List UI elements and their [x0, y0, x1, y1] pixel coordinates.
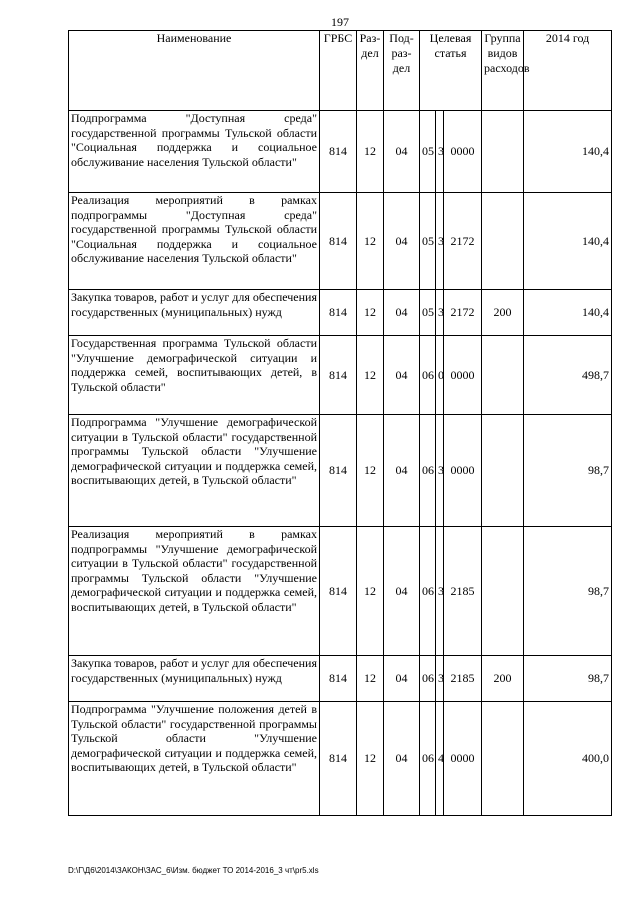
- row-target-subprogram: 4: [436, 702, 444, 816]
- row-target-direction: 2172: [444, 193, 482, 290]
- row-podrazdel: 04: [384, 702, 420, 816]
- row-name: Закупка товаров, работ и услуг для обеспечения государственных (муниципальных) нужд: [69, 656, 320, 702]
- row-target-program: 06: [420, 336, 436, 415]
- row-grbs: 814: [320, 336, 357, 415]
- row-amount-2014: 140,4: [524, 290, 612, 336]
- row-target-subprogram: 3: [436, 193, 444, 290]
- budget-table: [68, 30, 612, 816]
- row-name: Реализация мероприятий в рамках подпрограммы "Улучшение демографической ситуации в Тульской области" государственной программы Тульской области "Улучшение демографической ситуации и поддержка семей, воспитывающих детей, в Тульской области": [69, 527, 320, 656]
- row-grbs: 814: [320, 656, 357, 702]
- row-amount-2014: 140,4: [524, 193, 612, 290]
- row-razdel: 12: [357, 290, 384, 336]
- row-target-direction: 0000: [444, 702, 482, 816]
- row-podrazdel: 04: [384, 336, 420, 415]
- row-podrazdel: 04: [384, 415, 420, 527]
- row-podrazdel: 04: [384, 193, 420, 290]
- row-target-direction: 2185: [444, 527, 482, 656]
- row-expense-group: [482, 336, 524, 415]
- row-target-program: 06: [420, 656, 436, 702]
- row-name: Подпрограмма "Улучшение демографической ситуации в Тульской области" государственной программы Тульской области "Улучшение демографической ситуации и поддержка семей, воспитывающих детей, в Тульской области": [69, 415, 320, 527]
- row-razdel: 12: [357, 111, 384, 193]
- header-row: [69, 31, 612, 111]
- file-path-footer: D:\Г\Д6\2014\ЗАКОН\ЗАС_6\Изм. бюджет ТО 2014-2016_3 чт\pr5.xls: [68, 866, 319, 875]
- row-name: Подпрограмма "Улучшение положения детей в Тульской области" государственной программы Тульской области "Улучшение демографической ситуации и поддержка семей, воспитывающих детей, в Тульской области": [69, 702, 320, 816]
- row-amount-2014: 400,0: [524, 702, 612, 816]
- row-razdel: 12: [357, 527, 384, 656]
- row-target-program: 06: [420, 527, 436, 656]
- table-row: [69, 193, 612, 290]
- header-podrazdel: Под-раз-дел: [384, 31, 420, 111]
- row-name: Государственная программа Тульской области "Улучшение демографической ситуации и поддержка семей, воспитывающих детей, в Тульской области": [69, 336, 320, 415]
- row-name: Подпрограмма "Доступная среда" государственной программы Тульской области "Социальная поддержка и социальное обслуживание населения Тульской области": [69, 111, 320, 193]
- row-expense-group: 200: [482, 290, 524, 336]
- row-amount-2014: 498,7: [524, 336, 612, 415]
- row-target-program: 06: [420, 702, 436, 816]
- row-podrazdel: 04: [384, 290, 420, 336]
- table-row: [69, 527, 612, 656]
- row-target-direction: 0000: [444, 336, 482, 415]
- row-expense-group: [482, 702, 524, 816]
- row-razdel: 12: [357, 336, 384, 415]
- header-gruppa: Группа видов расходов: [482, 31, 524, 111]
- table-row: [69, 702, 612, 816]
- row-target-program: 05: [420, 193, 436, 290]
- row-grbs: 814: [320, 290, 357, 336]
- row-razdel: 12: [357, 193, 384, 290]
- page-number: 197: [331, 15, 349, 29]
- table-row: [69, 656, 612, 702]
- row-expense-group: [482, 111, 524, 193]
- row-target-subprogram: 3: [436, 111, 444, 193]
- row-podrazdel: 04: [384, 111, 420, 193]
- table-row: [69, 336, 612, 415]
- row-target-program: 06: [420, 415, 436, 527]
- header-razdel: Раз-дел: [357, 31, 384, 111]
- row-expense-group: [482, 193, 524, 290]
- row-name: Реализация мероприятий в рамках подпрограммы "Доступная среда" государственной программы Тульской области "Социальная поддержка и социальное обслуживание населения Тульской области": [69, 193, 320, 290]
- row-target-subprogram: 3: [436, 290, 444, 336]
- row-target-direction: 0000: [444, 111, 482, 193]
- row-razdel: 12: [357, 656, 384, 702]
- row-grbs: 814: [320, 415, 357, 527]
- row-target-program: 05: [420, 111, 436, 193]
- header-celevaya: Целевая статья: [420, 31, 482, 111]
- row-amount-2014: 140,4: [524, 111, 612, 193]
- row-target-direction: 2185: [444, 656, 482, 702]
- header-name: Наименование: [69, 31, 320, 111]
- row-grbs: 814: [320, 193, 357, 290]
- table-row: [69, 415, 612, 527]
- row-razdel: 12: [357, 702, 384, 816]
- row-target-subprogram: 0: [436, 336, 444, 415]
- row-grbs: 814: [320, 111, 357, 193]
- row-target-subprogram: 3: [436, 527, 444, 656]
- row-expense-group: 200: [482, 656, 524, 702]
- row-name: Закупка товаров, работ и услуг для обеспечения государственных (муниципальных) нужд: [69, 290, 320, 336]
- row-razdel: 12: [357, 415, 384, 527]
- row-target-subprogram: 3: [436, 415, 444, 527]
- row-expense-group: [482, 527, 524, 656]
- header-year: 2014 год: [524, 31, 612, 111]
- row-grbs: 814: [320, 702, 357, 816]
- row-target-subprogram: 3: [436, 656, 444, 702]
- table-row: [69, 111, 612, 193]
- header-grbs: ГРБС: [320, 31, 357, 111]
- row-target-program: 05: [420, 290, 436, 336]
- row-amount-2014: 98,7: [524, 656, 612, 702]
- row-amount-2014: 98,7: [524, 415, 612, 527]
- row-target-direction: 0000: [444, 415, 482, 527]
- row-expense-group: [482, 415, 524, 527]
- row-amount-2014: 98,7: [524, 527, 612, 656]
- row-podrazdel: 04: [384, 656, 420, 702]
- row-grbs: 814: [320, 527, 357, 656]
- row-podrazdel: 04: [384, 527, 420, 656]
- row-target-direction: 2172: [444, 290, 482, 336]
- table-row: [69, 290, 612, 336]
